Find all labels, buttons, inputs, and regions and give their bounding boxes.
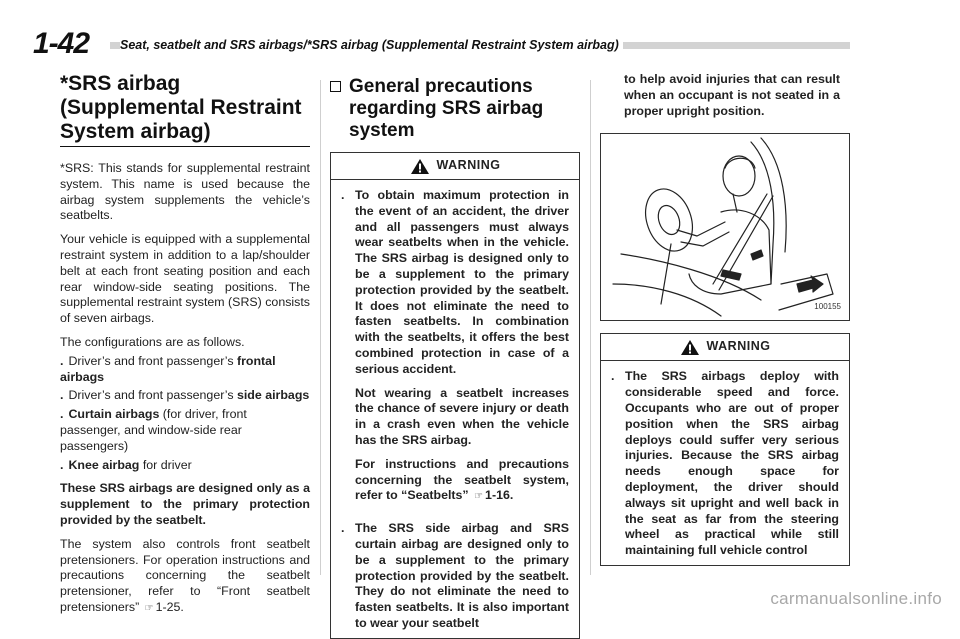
list-item-bold: Knee airbag xyxy=(68,457,140,472)
list-item-text: (for driver, front passenger, and window-side rear passengers) xyxy=(60,407,247,453)
bullet-marker: . xyxy=(341,521,345,536)
list-item-bold: side airbags xyxy=(236,388,310,403)
list-item xyxy=(60,407,310,454)
list-item-text: Driver’s and front passenger’s xyxy=(68,388,237,403)
page-ref-icon: ☞ xyxy=(474,491,484,503)
warning-triangle-icon xyxy=(680,339,700,356)
running-title-text: Seat, seatbelt and SRS airbags/*SRS airbag (Supplemental Restraint System airbag) xyxy=(120,38,623,52)
warning-box xyxy=(600,333,850,566)
list-item-bold: frontal airbags xyxy=(60,353,276,384)
subsection-title xyxy=(330,76,580,142)
warning-item xyxy=(341,521,569,632)
running-title xyxy=(120,38,623,52)
paragraph: The configurations are as follows. xyxy=(60,334,245,349)
warning-paragraph: Not wearing a seatbelt increases the chance of severe injury or death in a crash even when the vehicle has the SRS airbag. xyxy=(355,385,569,447)
paragraph xyxy=(60,537,310,617)
warning-paragraph: The SRS airbags deploy with considerable speed and force. Occupants who are out of proper position when the SRS airbag deploys could suffer very serious injuries. Because the SRS airbag needs enough space for deployment, the driver should always sit upright and well back in the seat as far from the steering wheel as practical while still maintaining full vehicle control xyxy=(625,369,839,558)
warning-header xyxy=(331,153,579,180)
bullet-marker: . xyxy=(60,407,64,422)
paragraph-text: The system also controls front seatbelt pretensioners. For operation instructions and precautions concerning the seatbelt pretensioner, refer to “Front seatbelt pretensioners” xyxy=(60,536,310,614)
warning-label: WARNING xyxy=(706,339,771,354)
warning-item xyxy=(341,188,569,513)
column-divider xyxy=(320,80,321,575)
warning-item-text xyxy=(625,369,839,559)
page-number: 1-42 xyxy=(33,27,90,60)
list-item-text: for driver xyxy=(139,457,192,472)
column-divider xyxy=(590,80,591,575)
warning-paragraph: To obtain maximum protection in the event of an accident, the driver and all passengers must always wear seatbelts when in the vehicle. The SRS airbag is designed only to be a supplement to the primary protection provided by the seatbelt. It does not eliminate the need to fasten seatbelts. In combination with the seatbelts, it offers the best combined protection in case of a serious accident. xyxy=(355,188,569,376)
warning-paragraph xyxy=(355,457,569,505)
bullet-marker: . xyxy=(611,369,615,384)
list-item-text: Driver’s and front passenger’s xyxy=(68,353,237,368)
list-item xyxy=(60,458,310,474)
illustration-driver-seated xyxy=(600,133,850,321)
list-item xyxy=(60,354,310,386)
warning-box xyxy=(330,152,580,639)
warning-paragraph: The SRS side airbag and SRS curtain airbag are designed only to be a supplement to the primary protection provided by the seatbelt. They do not eliminate the need to fasten seatbelts. It is also important to wear your seatbelt xyxy=(355,521,569,630)
warning-header xyxy=(601,334,849,361)
bullet-marker: . xyxy=(341,188,345,202)
bullet-marker: . xyxy=(60,353,64,368)
warning-triangle-icon xyxy=(410,158,430,175)
warning-paragraph-text: For instructions and precautions concerning the seatbelt system, refer to “Seatbelts” xyxy=(355,456,569,503)
warning-body xyxy=(601,361,849,565)
watermark: carmanualsonline.info xyxy=(770,589,942,608)
warning-body xyxy=(331,180,579,638)
section-title: *SRS airbag (Supplemental Restraint System airbag) xyxy=(60,72,310,147)
column-left xyxy=(60,72,310,625)
warning-continued-text: to help avoid injuries that can result when an occupant is not seated in a proper upright position. xyxy=(624,72,840,118)
bullet-marker: . xyxy=(60,457,64,472)
column-middle xyxy=(330,72,580,639)
page-ref-icon: ☞ xyxy=(144,602,154,614)
list-item-bold: Curtain airbags xyxy=(68,407,160,422)
square-bullet-icon xyxy=(330,81,341,92)
paragraph: *SRS: This stands for supplemental restraint system. This name is used because the airbag system supplements the vehicle’s seatbelts. xyxy=(60,161,310,223)
warning-item-text xyxy=(355,521,569,632)
page-header xyxy=(0,0,960,70)
subsection-title-text: General precautions regarding SRS airbag system xyxy=(349,76,544,141)
paragraph-bold: These SRS airbags are designed only as a supplement to the primary protection provided by the seatbelt. xyxy=(60,481,310,527)
paragraph: Your vehicle is equipped with a supplemental restraint system in addition to a lap/shoulder belt at each front seating position and each rear window-side seating positions. The supplemental restraint system (SRS) consists of seven airbags. xyxy=(60,232,310,326)
bullet-marker: . xyxy=(60,388,64,403)
page-ref-link[interactable]: 1-16. xyxy=(485,488,514,503)
page-ref-link[interactable]: 1-25. xyxy=(155,599,184,614)
warning-item xyxy=(611,369,839,559)
column-right xyxy=(600,72,850,566)
list-item xyxy=(60,388,310,404)
figure-id: 100155 xyxy=(814,301,841,311)
warning-label: WARNING xyxy=(436,158,501,173)
driver-seatbelt-illustration xyxy=(601,134,849,320)
warning-item-text xyxy=(355,188,569,513)
